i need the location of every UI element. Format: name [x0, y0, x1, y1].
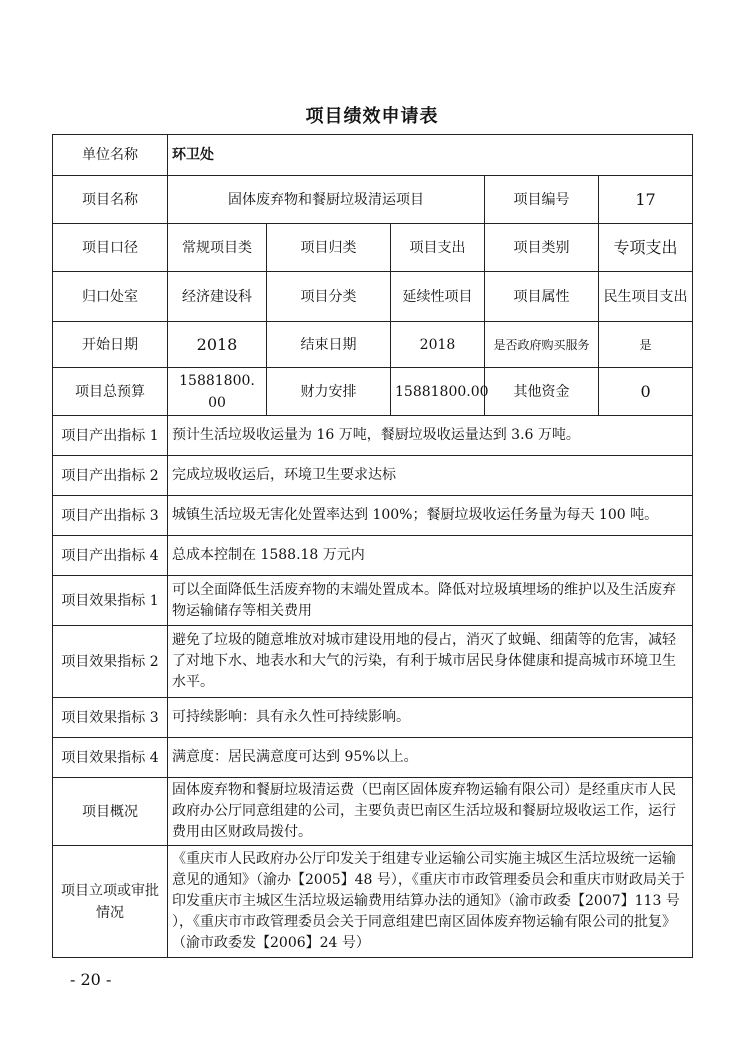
output-indicator-4-value: 总成本控制在 1588.18 万元内: [168, 536, 693, 576]
attr-label: 项目属性: [485, 272, 599, 322]
effect-indicator-4-label: 项目效果指标 4: [53, 738, 168, 778]
category-label: 项目类别: [485, 224, 599, 272]
start-date-label: 开始日期: [53, 322, 168, 368]
effect-indicator-2-value: 避免了垃圾的随意堆放对城市建设用地的侵占，消灭了蚊蝇、细菌等的危害，减轻了对地下水、地表水和大气的污染，有利于城市居民身体健康和提高城市环境卫生水平。: [168, 626, 693, 698]
finance-value: 15881800.00: [391, 368, 485, 416]
unit-value: 环卫处: [168, 135, 693, 176]
category-value: 专项支出: [599, 224, 693, 272]
class-label: 项目分类: [267, 272, 391, 322]
finance-label: 财力安排: [267, 368, 391, 416]
performance-table: [52, 134, 693, 958]
output-indicator-2-value: 完成垃圾收运后，环境卫生要求达标: [168, 456, 693, 496]
caliber-value: 常规项目类: [168, 224, 267, 272]
effect-indicator-3-label: 项目效果指标 3: [53, 698, 168, 738]
output-indicator-1-value: 预计生活垃圾收运量为 16 万吨，餐厨垃圾收运量达到 3.6 万吨。: [168, 416, 693, 456]
output-indicator-4-label: 项目产出指标 4: [53, 536, 168, 576]
class-value: 延续性项目: [391, 272, 485, 322]
output-indicator-3-value: 城镇生活垃圾无害化处置率达到 100%；餐厨垃圾收运任务量为每天 100 吨。: [168, 496, 693, 536]
caliber-label: 项目口径: [53, 224, 168, 272]
effect-indicator-1-value: 可以全面降低生活废弃物的末端处置成本。降低对垃圾填埋场的维护以及生活废弃物运输储存等相关费用: [168, 576, 693, 626]
effect-indicator-3-value: 可持续影响：具有永久性可持续影响。: [168, 698, 693, 738]
attr-value: 民生项目支出: [599, 272, 693, 322]
other-funds-label: 其他资金: [485, 368, 599, 416]
other-funds-value: 0: [599, 368, 693, 416]
office-value: 经济建设科: [168, 272, 267, 322]
overview-label: 项目概况: [53, 778, 168, 846]
overview-value: 固体废弃物和餐厨垃圾清运费（巴南区固体废弃物运输有限公司）是经重庆市人民政府办公厅同意组建的公司，主要负责巴南区生活垃圾和餐厨垃圾收运工作，运行费用由区财政局拨付。: [168, 778, 693, 846]
project-code-value: 17: [599, 176, 693, 224]
output-indicator-1-label: 项目产出指标 1: [53, 416, 168, 456]
project-name-value: 固体废弃物和餐厨垃圾清运项目: [168, 176, 485, 224]
budget-label: 项目总预算: [53, 368, 168, 416]
purchase-value: 是: [599, 322, 693, 368]
office-label: 归口处室: [53, 272, 168, 322]
approval-value: 《重庆市人民政府办公厅印发关于组建专业运输公司实施主城区生活垃圾统一运输意见的通知》（渝办【2005】48 号），《重庆市市政管理委员会和重庆市财政局关于印发重庆市主城区生活垃圾运输费用结算办法的通知》（渝市政委【2007】113 号 ），《重庆市市政管理委员会关于同意组建巴南区固体废弃物运输有限公司的批复》（渝市政委发【2006】24 号）: [168, 846, 693, 958]
budget-value: 15881800. 00: [168, 368, 267, 416]
end-date-value: 2018: [391, 322, 485, 368]
output-indicator-2-label: 项目产出指标 2: [53, 456, 168, 496]
page-title: 项目绩效申请表: [305, 106, 439, 127]
effect-indicator-1-label: 项目效果指标 1: [53, 576, 168, 626]
belong-label: 项目归类: [267, 224, 391, 272]
output-indicator-3-label: 项目产出指标 3: [53, 496, 168, 536]
effect-indicator-4-value: 满意度：居民满意度可达到 95%以上。: [168, 738, 693, 778]
approval-label: 项目立项或审批情况: [53, 846, 168, 958]
end-date-label: 结束日期: [267, 322, 391, 368]
project-code-label: 项目编号: [485, 176, 599, 224]
purchase-label: 是否政府购买服务: [485, 322, 599, 368]
belong-value: 项目支出: [391, 224, 485, 272]
start-date-value: 2018: [168, 322, 267, 368]
project-name-label: 项目名称: [53, 176, 168, 224]
unit-label: 单位名称: [53, 135, 168, 176]
page-number: - 20 -: [70, 970, 112, 989]
effect-indicator-2-label: 项目效果指标 2: [53, 626, 168, 698]
